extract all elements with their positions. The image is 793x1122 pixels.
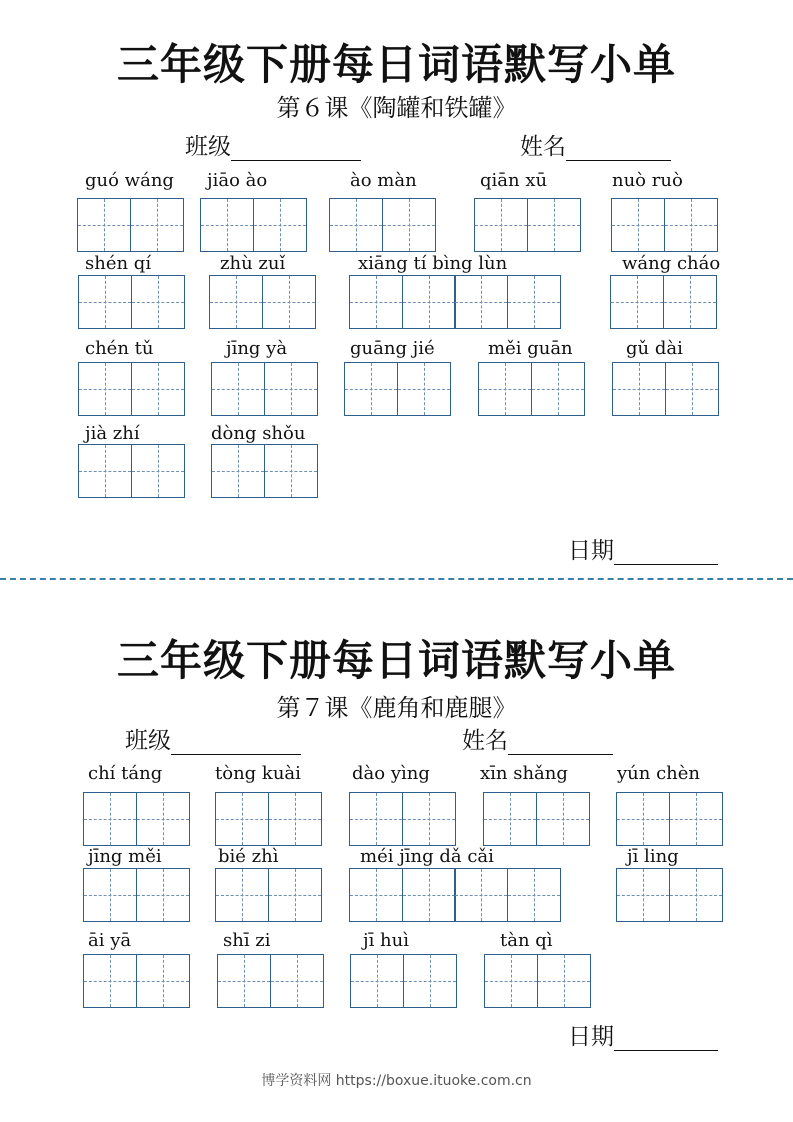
pinyin-label: měi guān [488,338,573,359]
tianzige-cell[interactable] [537,954,591,1008]
tianzige-cell[interactable] [531,362,585,416]
writing-box-group [344,362,449,416]
writing-box-group [217,954,322,1008]
pinyin-label: jīng měi [88,846,162,867]
pinyin-label: ào màn [350,170,417,191]
pinyin-label: dòng shǒu [211,423,306,444]
writing-box-group [211,444,316,498]
tianzige-cell[interactable] [507,275,561,329]
tianzige-cell[interactable] [131,362,185,416]
tianzige-cell[interactable] [612,362,666,416]
pinyin-label: wáng cháo [622,253,721,274]
tianzige-cell[interactable] [262,275,316,329]
writing-box-group [78,444,183,498]
date-label: 日期 [568,1024,614,1050]
pinyin-label: dào yìng [352,763,430,784]
pinyin-label: bié zhì [218,846,279,867]
writing-box-group [610,275,715,329]
tianzige-cell[interactable] [215,792,269,846]
tianzige-cell[interactable] [611,198,665,252]
tianzige-cell[interactable] [130,198,184,252]
pinyin-label: yún chèn [617,763,700,784]
pinyin-label: jī ling [627,846,679,867]
writing-box-group [478,362,583,416]
writing-box-group [350,954,455,1008]
sheet1-name-field[interactable] [520,128,671,161]
tianzige-cell[interactable] [215,868,269,922]
tianzige-cell[interactable] [253,198,307,252]
writing-box-group [83,954,188,1008]
pinyin-label: shī zi [223,930,271,951]
writing-box-group [215,868,320,922]
sheet2-date-field[interactable] [568,1018,718,1051]
tianzige-cell[interactable] [200,198,254,252]
tianzige-cell[interactable] [78,275,132,329]
tianzige-cell[interactable] [217,954,271,1008]
tianzige-cell[interactable] [665,362,719,416]
tianzige-cell[interactable] [131,444,185,498]
tianzige-cell[interactable] [663,275,717,329]
writing-box-group [616,792,721,846]
pinyin-label: xīn shǎng [480,763,568,784]
tianzige-cell[interactable] [78,444,132,498]
pinyin-label: jīng yà [226,338,288,359]
tianzige-cell[interactable] [669,868,723,922]
sheet2-class-field[interactable] [125,722,301,755]
tianzige-cell[interactable] [78,362,132,416]
writing-box-group [83,868,188,922]
tianzige-cell[interactable] [527,198,581,252]
sheet2-subtitle: 第７课《鹿角和鹿腿》 [276,694,517,722]
writing-box-group [211,362,316,416]
tianzige-cell[interactable] [483,792,537,846]
writing-box-group [78,362,183,416]
writing-box-group [209,275,314,329]
tianzige-cell[interactable] [344,362,398,416]
tianzige-cell[interactable] [349,275,403,329]
class-blank[interactable] [171,732,301,755]
tianzige-cell[interactable] [616,868,670,922]
tianzige-cell[interactable] [610,275,664,329]
tianzige-cell[interactable] [507,868,561,922]
sheet1-date-field[interactable] [568,532,718,565]
tianzige-cell[interactable] [270,954,324,1008]
tianzige-cell[interactable] [616,792,670,846]
sheet2-title: 三年级下册每日词语默写小单 [116,636,676,685]
pinyin-label: xiāng tí bìng lùn [358,253,508,274]
tianzige-cell[interactable] [77,198,131,252]
tianzige-cell[interactable] [209,275,263,329]
date-blank[interactable] [614,1028,718,1051]
tianzige-cell[interactable] [454,868,508,922]
pinyin-label: méi jīng dǎ cǎi [360,846,494,867]
writing-box-group [215,792,320,846]
writing-box-group [329,198,434,252]
tianzige-cell[interactable] [382,198,436,252]
tianzige-cell[interactable] [83,954,137,1008]
class-label: 班级 [125,728,171,754]
pinyin-label: jià zhí [85,423,140,444]
pinyin-label: gǔ dài [626,338,683,359]
pinyin-label: tàn qì [500,930,553,951]
tianzige-cell[interactable] [268,868,322,922]
writing-box-group [611,198,716,252]
tianzige-cell[interactable] [349,792,403,846]
tianzige-cell[interactable] [664,198,718,252]
date-label: 日期 [568,538,614,564]
pinyin-label: tòng kuài [215,763,301,784]
tianzige-cell[interactable] [268,792,322,846]
pinyin-label: āi yā [88,930,132,951]
tianzige-cell[interactable] [264,444,318,498]
tianzige-cell[interactable] [402,868,456,922]
class-blank[interactable] [231,138,361,161]
tianzige-cell[interactable] [536,792,590,846]
pinyin-label: guó wáng [85,170,174,191]
pinyin-label: zhù zuǐ [220,253,286,274]
tianzige-cell[interactable] [83,868,137,922]
pinyin-label: jī huì [363,930,410,951]
writing-box-group [83,792,188,846]
tianzige-cell[interactable] [478,362,532,416]
tianzige-cell[interactable] [484,954,538,1008]
tianzige-cell[interactable] [402,792,456,846]
tianzige-cell[interactable] [136,792,190,846]
sheet1-class-field[interactable] [185,128,361,161]
pinyin-label: chí táng [88,763,163,784]
tianzige-cell[interactable] [136,954,190,1008]
tianzige-cell[interactable] [403,954,457,1008]
tianzige-cell[interactable] [474,198,528,252]
sheet1-title: 三年级下册每日词语默写小单 [116,40,676,89]
name-label: 姓名 [520,134,566,160]
writing-box-group [484,954,589,1008]
tianzige-cell[interactable] [350,954,404,1008]
writing-box-group [616,868,721,922]
pinyin-label: chén tǔ [85,338,154,359]
tianzige-cell[interactable] [211,362,265,416]
tianzige-cell[interactable] [131,275,185,329]
writing-box-group [200,198,305,252]
writing-box-group [612,362,717,416]
pinyin-label: shén qí [85,253,152,274]
writing-box-group [349,868,559,922]
writing-box-group [78,275,183,329]
name-label: 姓名 [462,728,508,754]
tianzige-cell[interactable] [136,868,190,922]
writing-box-group [349,275,559,329]
writing-box-group [474,198,579,252]
date-blank[interactable] [614,542,718,565]
tianzige-cell[interactable] [264,362,318,416]
footer-source: 博学资料网 https://boxue.ituoke.com.cn [261,1073,532,1089]
tianzige-cell[interactable] [669,792,723,846]
tianzige-cell[interactable] [397,362,451,416]
tianzige-cell[interactable] [83,792,137,846]
writing-box-group [483,792,588,846]
cut-divider [0,578,793,580]
sheet1-subtitle: 第６课《陶罐和铁罐》 [276,94,517,122]
pinyin-label: nuò ruò [612,170,683,191]
writing-box-group [77,198,182,252]
tianzige-cell[interactable] [211,444,265,498]
tianzige-cell[interactable] [349,868,403,922]
class-label: 班级 [185,134,231,160]
pinyin-label: guāng jié [350,338,435,359]
name-blank[interactable] [566,138,671,161]
pinyin-label: jiāo ào [207,170,268,191]
pinyin-label: qiān xū [480,170,548,191]
tianzige-cell[interactable] [329,198,383,252]
name-blank[interactable] [508,732,613,755]
writing-box-group [349,792,454,846]
tianzige-cell[interactable] [454,275,508,329]
tianzige-cell[interactable] [402,275,456,329]
sheet2-name-field[interactable] [462,722,613,755]
